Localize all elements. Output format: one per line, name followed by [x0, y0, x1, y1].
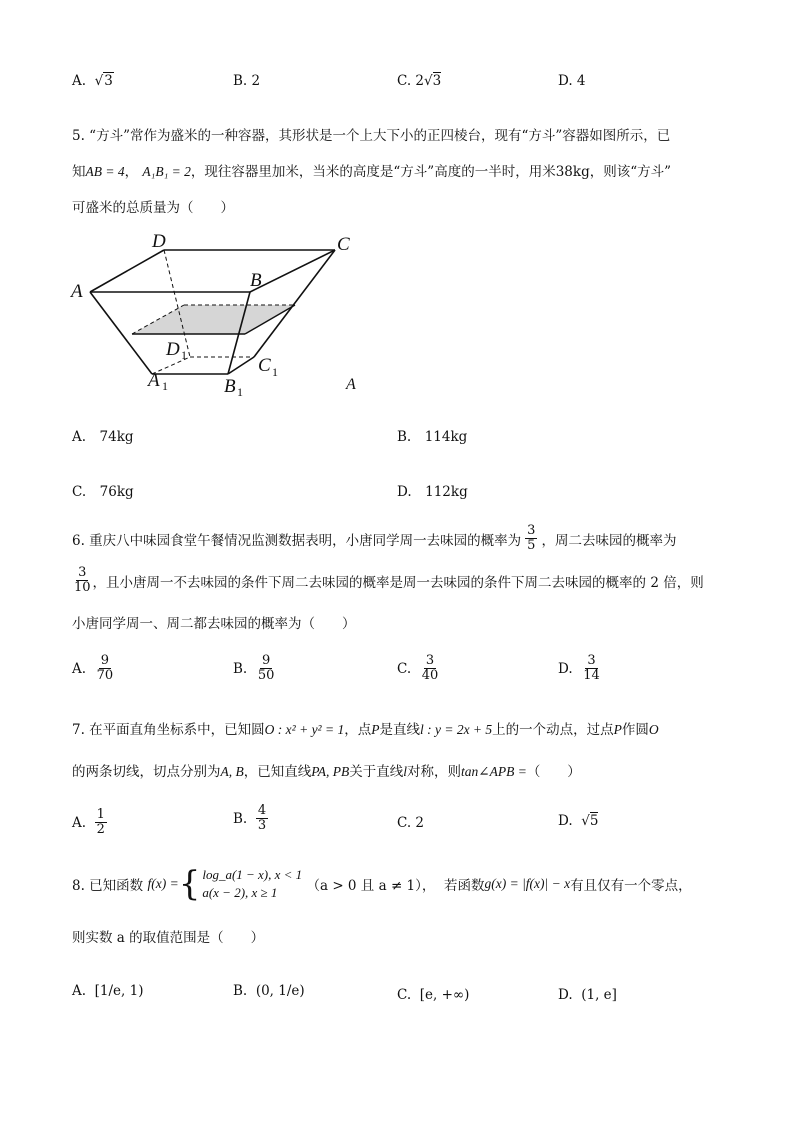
q4-option-a: A. √3 — [72, 73, 113, 89]
q7-option-b: B. $\frac{4}{3}$ — [233, 803, 267, 834]
label-d: D — [152, 231, 166, 252]
q6-option-c: C. $\frac{3}{40}$ — [397, 653, 439, 684]
label-a: A — [71, 281, 83, 302]
q7-option-d: D. √5 — [558, 813, 599, 829]
label-b1: B — [224, 376, 236, 397]
q6-line1: 6. 重庆八中味园食堂午餐情况监测数据表明，小唐同学周一去味园的概率为 $\frac{3}{5}$ ，周二去味园的概率为 — [72, 523, 677, 554]
fraction-3-10: $\frac{3}{10}$ — [74, 565, 91, 596]
q5-line1: 5. “方斗”常作为盛米的一种容器，其形状是一个上大下小的正四棱台，现有“方斗”容器如图所示，已 — [72, 128, 671, 144]
q6-line3: 小唐同学周一、周二都去味园的概率为（ ） — [72, 616, 356, 632]
q4-option-c: C. 2√3 — [397, 73, 442, 89]
q8-option-c: C. [e, +∞) — [397, 987, 470, 1003]
piecewise-function: { log_a(1 − x), x < 1 a(x − 2), x ≥ 1 — [178, 863, 303, 904]
label-a-extra: A — [346, 376, 356, 393]
sqrt-3: √3 — [90, 73, 113, 89]
label-c1: C — [258, 355, 271, 376]
q7-option-c: C. 2 — [397, 815, 425, 831]
q7-option-a: A. $\frac{1}{2}$ — [72, 807, 105, 838]
q6-line2: $\frac{3}{10}$ ，且小唐周一不去味园的条件下周二去味园的概率是周一去味园的条件下周二去味园的概率的 2 倍，则 — [74, 565, 704, 596]
q5-option-b: B. 114kg — [397, 429, 468, 445]
q5-line3: 可盛米的总质量为（ ） — [72, 200, 234, 216]
q7-line1: 7. 在平面直角坐标系中，已知圆O : x² + y² = 1，点P是直线l : y = 2x + 5上的一个动点，过点P作圆O — [72, 722, 659, 738]
sub-a1: 1 — [162, 379, 168, 393]
q5-option-c: C. 76kg — [72, 484, 134, 500]
sub-b1: 1 — [237, 385, 243, 399]
q6-option-b: B. $\frac{9}{50}$ — [233, 653, 275, 684]
sub-d1: 1 — [181, 348, 187, 362]
q6-option-d: D. $\frac{3}{14}$ — [558, 653, 600, 684]
sub-c1: 1 — [272, 365, 278, 379]
q8-line2: 则实数 a 的取值范围是（ ） — [72, 930, 265, 946]
label-b: B — [250, 270, 262, 291]
frustum-diagram — [60, 228, 380, 403]
q5-option-a: A. 74kg — [72, 429, 134, 445]
q4-option-d: D. 4 — [558, 73, 586, 89]
q8-option-d: D. (1, e] — [558, 987, 617, 1003]
label-c: C — [337, 234, 350, 255]
q8-option-b: B. (0, 1/e) — [233, 983, 305, 999]
q6-option-a: A. $\frac{9}{70}$ — [72, 653, 114, 684]
label-d1: D — [166, 339, 180, 360]
q8-option-a: A. [1/e, 1) — [72, 983, 144, 999]
q8-line1: 8. 已知函数 f(x) = { log_a(1 − x), x < 1 a(x − 2), x ≥ 1 （a > 0 且 a ≠ 1）， 若函数 g(x) = |f(x)| − x 有且仅有一个零点， — [72, 863, 692, 904]
q4-option-b: B. 2 — [233, 73, 261, 89]
q7-line2: 的两条切线，切点分别为A, B，已知直线PA, PB关于直线l对称，则tan∠APB =（ ） — [72, 764, 581, 780]
q5-line2: 知AB = 4， A₁B₁ = 2，现往容器里加米，当米的高度是“方斗”高度的一半时，用米38kg，则该“方斗” — [72, 164, 672, 180]
label-a1: A — [148, 370, 160, 391]
fraction-3-5: $\frac{3}{5}$ — [527, 523, 536, 554]
q5-option-d: D. 112kg — [397, 484, 468, 500]
